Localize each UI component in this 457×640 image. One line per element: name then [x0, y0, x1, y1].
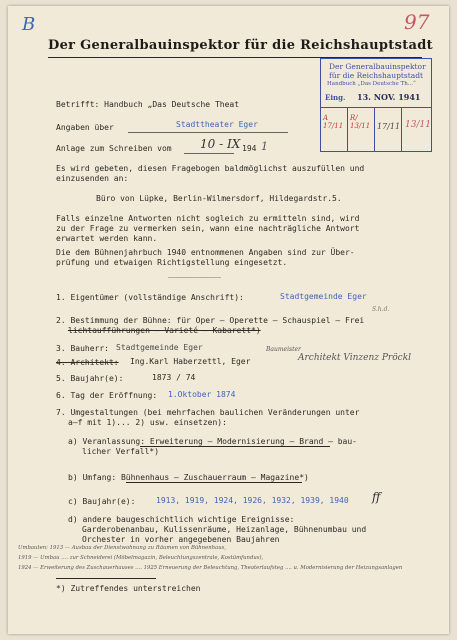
subject-line: Betrifft: Handbuch „Das Deutsche Theat	[56, 100, 240, 109]
q3-value: Stadtgemeinde Eger	[116, 343, 203, 352]
received-stamp	[320, 58, 432, 152]
q5-value: 1873 / 74	[152, 373, 196, 382]
anlage-year-hand: 1	[261, 140, 268, 153]
q7d-line3: Orchester in vorher angegebenen Baujahren	[82, 535, 280, 544]
handwritten-note-2: 1919 — Umbau .... zur Schneiderei (Möbelmagazin, Beleuchtungszentrale, Kostümfundus),	[18, 555, 264, 561]
q7c-label: c) Baujahr(e):	[68, 497, 136, 506]
q7d-line1: d) andere baugeschichtlich wichtige Ereignisse:	[68, 515, 295, 524]
q4-hand-small: Baumeister	[266, 346, 301, 353]
corner-mark-left: B	[22, 14, 36, 35]
para2-line3: erwartet werden kann.	[56, 234, 158, 243]
q3-label: 3. Bauherr:	[56, 344, 109, 353]
handwritten-note-1: Umbauten: 1913 — Ausbau der Dienstwohnung zu Räumen von Bühnenhaus,	[18, 545, 227, 551]
q6-label: 6. Tag der Eröffnung:	[56, 391, 158, 400]
stamp-grid	[321, 107, 431, 152]
stamp-cell-1: A 17/11	[323, 114, 344, 130]
q2-line2: lichtaufführungen — Varieté — Kabarett*)	[68, 326, 261, 335]
stamp-line3: Handbuch „Das Deutsche Th...“	[327, 81, 416, 87]
separator: ___________	[168, 269, 221, 278]
questionnaire-page	[8, 6, 449, 634]
q7d-line2: Garderobenanbau, Kulissenräume, Heizanlage, Bühnenumbau und	[82, 525, 367, 534]
handwritten-note-3: 1924 — Erweiterung des Zuschauerhauses .... 1925 Erneuerung der Beleuchtung, Theaterlaufsteg .... u. Modernisierung der Heizungsanlagen	[18, 565, 403, 571]
q6-value: 1.Oktober 1874	[168, 390, 236, 399]
corner-mark-right: 97	[404, 10, 430, 34]
anlage-label: Anlage zum Schreiben vom	[56, 144, 172, 153]
q7c-hand: ff	[372, 490, 381, 504]
anlage-year: 194	[242, 144, 257, 153]
para1-line1: Es wird gebeten, diesen Fragebogen baldmöglichst auszufüllen und	[56, 164, 365, 173]
stamp-cell-4: 13/11	[405, 120, 431, 130]
para1-line2: einzusenden an:	[56, 174, 129, 183]
para2-line2: zu der Frage zu vermerken sein, wann eine nachträgliche Antwort	[56, 224, 360, 233]
footnote-rule	[56, 578, 156, 579]
stamp-cell-3: 17/11	[377, 122, 401, 131]
para2-line1: Falls einzelne Antworten nicht sogleich zu ermitteln sind, wird	[56, 214, 360, 223]
q7-line1: 7. Umgestaltungen (bei mehrfachen baulichen Veränderungen unter	[56, 408, 360, 417]
para3-line1: Die dem Bühnenjahrbuch 1940 entnommenen Angaben sind zur Über-	[56, 248, 355, 257]
q5-label: 5. Baujahr(e):	[56, 374, 124, 383]
q7a-line2: licher Verfall*)	[82, 447, 160, 456]
q2-margin-note: S.h.d.	[372, 306, 390, 313]
stamp-cell-2: R/ 13/11	[350, 114, 371, 130]
q4-label: 4. Architekt:	[56, 358, 119, 367]
q7-line2: a—f mit 1)... 2) usw. einsetzen):	[68, 418, 227, 427]
angaben-label: Angaben über	[56, 123, 114, 132]
q1-value: Stadtgemeinde Eger	[280, 292, 367, 301]
q7a-line1: a) Veranlassung: Erweiterung — Modernisierung — Brand — bau-	[68, 437, 357, 446]
q7b: b) Umfang: Bühnenhaus — Zuschauerraum — Magazine*)	[68, 473, 309, 482]
q4-value: Ing.Karl Haberzettl, Eger	[130, 357, 251, 366]
angaben-value: Stadttheater Eger	[176, 120, 258, 129]
address-line: Büro von Lüpke, Berlin-Wilmersdorf, Hildegardstr.5.	[96, 194, 342, 203]
stamp-date: 13. NOV. 1941	[357, 92, 421, 102]
stamp-line2: für die Reichshauptstadt	[329, 71, 424, 80]
page-title: Der Generalbauinspektor für die Reichshauptstadt	[48, 38, 433, 53]
stamp-line1: Der Generalbauinspektor	[329, 62, 426, 71]
q1-label: 1. Eigentümer (vollständige Anschrift):	[56, 293, 244, 302]
para3-line2: prüfung und etwaigen Richtigstellung eingesetzt.	[56, 258, 288, 267]
q4-hand-note: Architekt Vinzenz Pröckl	[298, 353, 412, 363]
stamp-received-label: Eing.	[325, 93, 346, 102]
q2-line1: 2. Bestimmung der Bühne: für Oper — Operette — Schauspiel — Frei	[56, 316, 365, 325]
footnote: *) Zutreffendes unterstreichen	[56, 584, 201, 593]
anlage-date: 10 - IX	[200, 137, 241, 151]
q7c-value: 1913, 1919, 1924, 1926, 1932, 1939, 1940	[156, 496, 349, 505]
